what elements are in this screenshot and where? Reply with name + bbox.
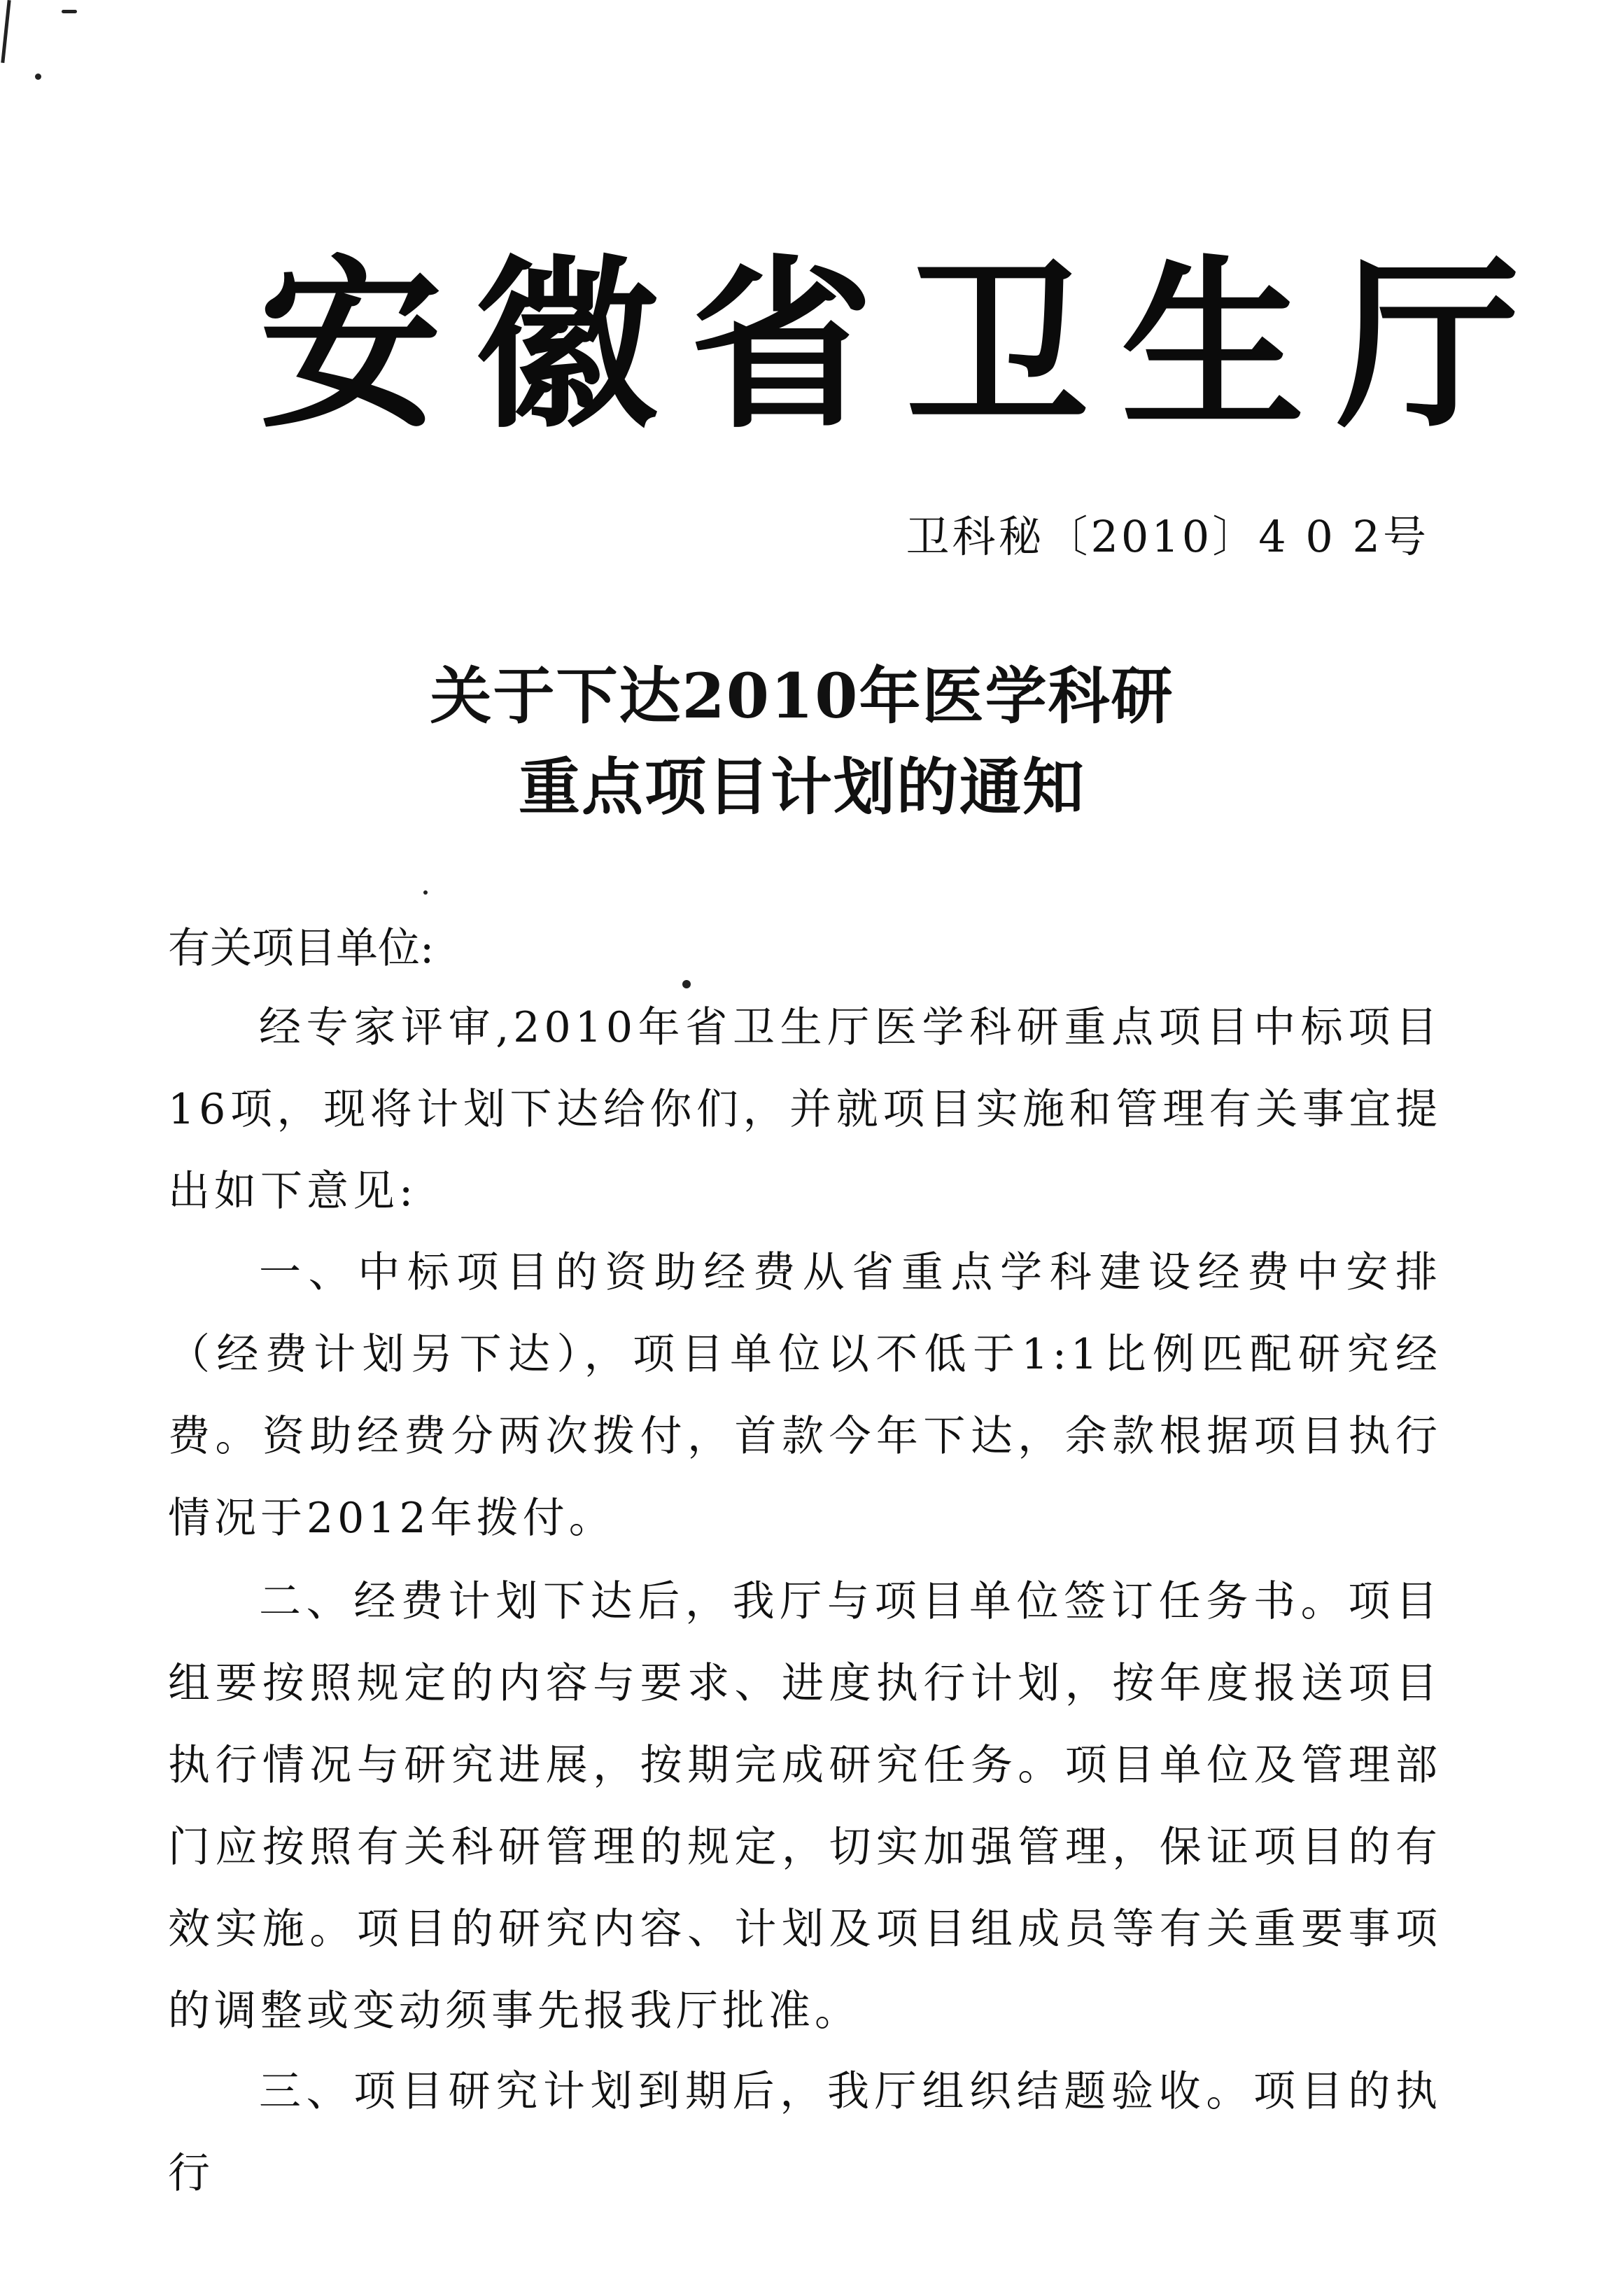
scan-speck [423, 890, 428, 895]
scan-edge-mark [1, 0, 10, 63]
body-paragraph-funding: 一、中标项目的资助经费从省重点学科建设经费中安排（经费计划另下达），项目单位以不低于1:1比例匹配研究经费。资助经费分两次拨付，首款今年下达，余款根据项目执行情况于2012年拨付。 [168, 1248, 1442, 1543]
body-paragraph-intro: 经专家评审,2010年省卫生厅医学科研重点项目中标项目16项，现将计划下达给你们，并就项目实施和管理有关事宜提出如下意见: [168, 1003, 1442, 1216]
document-number: 卫科秘〔2010〕4 0 2号 [906, 511, 1429, 562]
body-paragraph-management: 二、经费计划下达后，我厅与项目单位签订任务书。项目组要按照规定的内容与要求、进度执行计划，按年度报送项目执行情况与研究进展，按期完成研究任务。项目单位及管理部门应按照有关科研管理的规定，切实加强管理，保证项目的有效实施。项目的研究内容、计划及项目组成员等有关重要事项的调整或变动须事先报我厅批准。 [168, 1577, 1442, 2036]
document-title-line-1: 关于下达2010年医学科研 [430, 659, 1174, 732]
scan-speck [62, 10, 77, 13]
salutation: 有关项目单位: [168, 924, 435, 973]
letterhead-agency-name: 安徽省卫生厅 [259, 239, 1552, 453]
document-title-line-2: 重点项目计划的通知 [518, 750, 1085, 823]
body-paragraph-acceptance: 三、项目研究计划到期后，我厅组织结题验收。项目的执行 [168, 2067, 1442, 2198]
scan-speck [35, 74, 41, 80]
